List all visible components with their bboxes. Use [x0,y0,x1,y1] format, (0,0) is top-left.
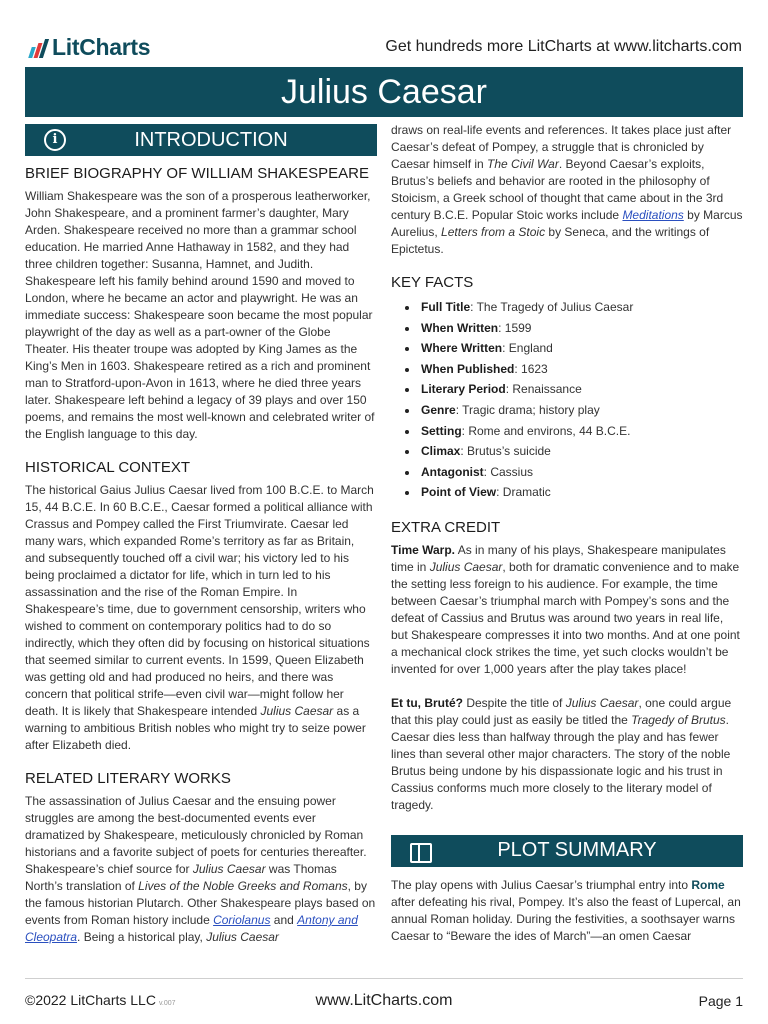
extra-credit-heading: EXTRA CREDIT [391,518,501,536]
fact-item: When Published: 1623 [391,359,743,380]
left-column [25,124,377,946]
introduction-bar [25,124,377,156]
key-facts-heading: KEY FACTS [391,274,474,291]
plot-summary-bar [391,835,743,867]
meditations-link[interactable]: Meditations [622,208,684,222]
litcharts-logo[interactable] [30,34,150,61]
footer-version: v.007 [158,1000,176,1007]
fact-item: Setting: Rome and environs, 44 B.C.E. [391,421,743,442]
extra-credit-et-tu: Et tu, Bruté? Despite the title of Julius Caesar, one could argue that this play could just as easily be titled the Tragedy of Brutus. Caesar dies less than halfway through the play and has fewer lines than several other major characters. The story of the noble Brutus being undone by his dispassionate logic and his trust in Cassius conforms much more closely to the literary model of tragedy. [391,695,732,812]
info-icon: i [44,129,66,151]
historical-heading: HISTORICAL CONTEXT [25,459,191,476]
bio-text: William Shakespeare was the son of a prosperous leatherworker, John Shakespeare, and a prominent farmer’s daughter, Mary Arden. Shakespeare received no more than a grammar school education. He married Anne Hathaway in 1582, and they had three children together: Susanna, Hamnet, and Judith. Shakespeare left his family behind around 1590 and moved to London, where he became an actor and playwright. He was an immediate success: Shakespeare soon became the most popular playwright of the day as well as a part-owner of the Globe Theater. His theater troupe was adopted by King James as the King’s Men in 1603. Shakespeare retired as a rich and prominent man to Stratford-upon-Avon in 1613, where he died three years later. Shakespeare left behind a legacy of 39 plays and over 150 poems, and remains the most well-known and celebrated writer of the English language to this day. [25,189,375,441]
right-column [391,122,743,945]
page-title: Julius Caesar [25,67,743,117]
bio-heading: BRIEF BIOGRAPHY OF WILLIAM SHAKESPEARE [25,165,369,182]
footer-divider [25,978,743,979]
related-heading: RELATED LITERARY WORKS [25,770,231,787]
rome-place-link[interactable]: Rome [691,877,725,892]
related-text-continued: draws on real-life events and references. It takes place just after Caesar’s defeat of Pompey, a struggle that is chronicled by Caesar himself in The Civil War. Beyond Caesar’s exploits, Brutus’s beliefs and behavior are rooted in the philosophy of Stoicism, a Greek school of thought that came about in the 3rd century B.C.E. Popular Stoic works include Meditations by Marcus Aurelius, Letters from a Stoic by Seneca, and the writings of Epictetus. [391,123,743,256]
plot-summary-heading: PLOT SUMMARY [497,839,657,862]
logo-bars-icon [30,38,48,58]
introduction-heading: INTRODUCTION [134,128,288,151]
promo-text: Get hundreds more LitCharts at www.litcharts.com [385,38,742,55]
fact-item: Genre: Tragic drama; history play [391,400,743,421]
antony-cleopatra-link[interactable]: Antony and Cleopatra [25,913,358,944]
key-facts-list [391,297,743,503]
fact-item: Antagonist: Cassius [391,462,743,483]
historical-text: The historical Gaius Julius Caesar lived from 100 B.C.E. to March 15, 44 B.C.E. In 60 B.C.E., Caesar formed a political alliance with Crassus and Pompey called the First Triumvirate. Caesar led many wars, which expanded Rome’s territory as far as Britain, and subsequently touched off a civil war; his victory led to his being proclaimed a dictator for life, which in turn led to his assassination and the rise of the Roman Empire. In Shakespeare’s time, due to government censorship, writers who wished to comment on contemporary politics had to do so indirectly, which they often did by focusing on historical situations that seemed similar to current events. In 1599, Queen Elizabeth was getting old and had produced no heirs, and there was concern that political strife—even civil war—might follow her death. It is likely that Shakespeare intended Julius Caesar as a warning to ambitious British nobles who might try to seize power after Elizabeth died. [25,483,374,752]
fact-item: Point of View: Dramatic [391,482,743,503]
related-text: The assassination of Julius Caesar and the ensuing power struggles are among the best-documented events ever dramatized by Shakespeare, meticulously chronicled by Roman historians and a favorite subject of poets for centuries thereafter. Shakespeare’s chief source for Julius Caesar was Thomas North’s translation of Lives of the Noble Greeks and Romans, by the famous historian Plutarch. Other Shakespeare plays based on events from Roman history include Coriolanus and Antony and Cleopatra. Being a historical play, Julius Caesar [25,794,376,944]
fact-item: Literary Period: Renaissance [391,379,743,400]
coriolanus-link[interactable]: Coriolanus [213,913,271,927]
top-header [0,0,768,64]
footer-page-number: Page 1 [698,993,743,1009]
fact-item: Full Title: The Tragedy of Julius Caesar [391,297,743,318]
book-icon [410,843,432,859]
footer-copyright: ©2022 LitCharts LLC v.007 [25,992,176,1008]
fact-item: Where Written: England [391,338,743,359]
plot-summary-text: The play opens with Julius Caesar’s triumphal entry into Rome after defeating his rival, Pompey. It’s also the feast of Lupercal, an annual Roman holiday. During the festivities, a soothsayer warns Caesar to “Beware the ides of March”—an omen Caesar [391,877,741,943]
footer-site-link[interactable]: www.LitCharts.com [315,992,453,1009]
fact-item: Climax: Brutus’s suicide [391,441,743,462]
extra-credit-time-warp: Time Warp. As in many of his plays, Shakespeare manipulates time in Julius Caesar, both for dramatic convenience and to make the setting less foreign to his audience. For example, the time between Caesar’s triumphal march with Pompey’s sons and the defeat of Cassius and Brutus was around two years in real life, but Shakespeare compresses it into two months. And at one point a mechanical clock strikes the time, yet such clocks wouldn’t be invented for over 1,000 years after the play takes place! [391,542,740,676]
logo-text: LitCharts [52,34,151,60]
fact-item: When Written: 1599 [391,318,743,339]
